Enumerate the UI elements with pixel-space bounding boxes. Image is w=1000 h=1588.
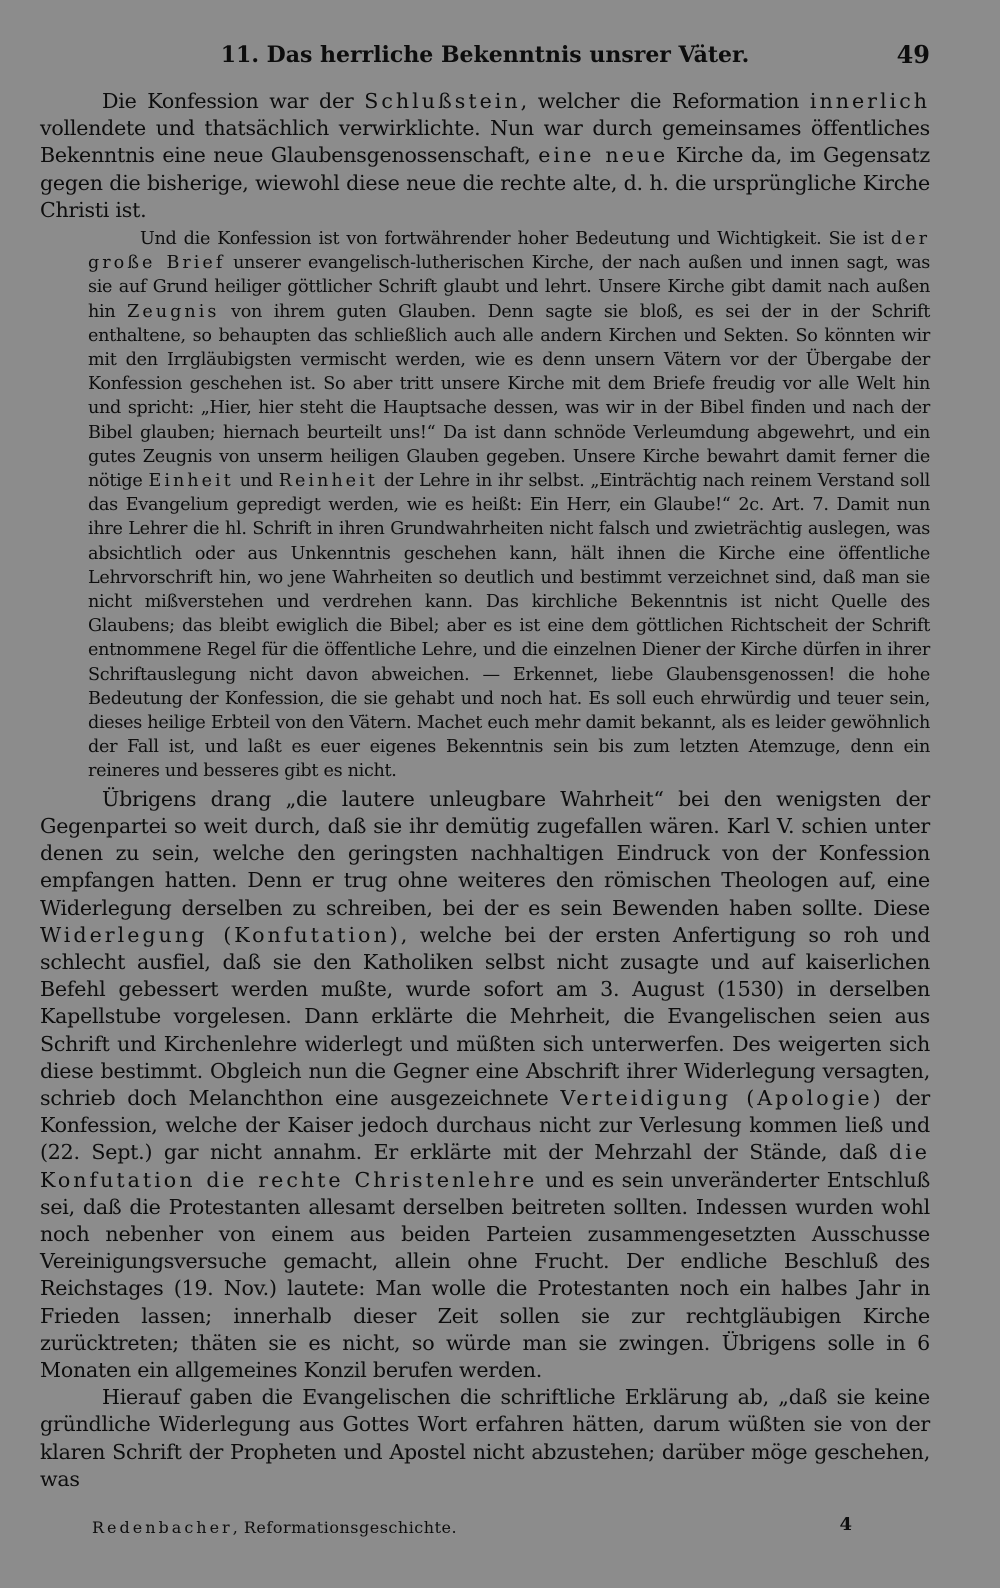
text-run: unserer evangelisch-lutherischen Kirche, der nach außen und innen sagt, was sie auf Grund heiliger göttlicher Schrift glaubt und lehrt. Unsere Kirche gibt damit nach außen hin	[88, 253, 930, 322]
paragraph-significance	[40, 227, 930, 784]
book-signature	[92, 1518, 457, 1537]
author-name: Redenbacher	[92, 1518, 233, 1537]
emphasis-text: Schlußstein	[364, 89, 521, 113]
page-number: 49	[896, 40, 930, 69]
text-run: vollendete und thatsächlich verwirklichte. Nun war durch gemeinsames öffentliches Bekenntnis eine neue Glaubensgenossenschaft,	[40, 116, 930, 168]
text-run: Die Konfession war der	[102, 89, 365, 113]
text-run: Kirche da, im Gegensatz gegen die bisherige, wiewohl diese neue die rechte alte, d. h. die ursprüngliche Kirche Christi ist.	[40, 143, 930, 222]
emphasis-text: eine neue	[538, 143, 669, 168]
text-run: Hierauf gaben die Evangelischen die schriftliche Erklärung ab, „daß sie keine gründliche Widerlegung aus Gottes Wort erfahren hätten, darum wüßten sie von der klaren Schrift der Propheten und Apostel nicht abzustehen; darüber möge geschehen, was	[40, 1385, 930, 1491]
emphasis-text: Verteidigung (Apologie)	[560, 1085, 884, 1110]
paragraph-confutation	[40, 786, 930, 1384]
text-run: Und die Konfession ist von fortwährender hoher Bedeutung und Wichtigkeit. Sie ist	[140, 229, 891, 250]
text-run: von ihrem guten Glauben. Denn sagte sie bloß, es sei der in der Schrift enthaltene, so behaupten das schließlich auch alle andern Kirchen und Sekten. So könnten wir mit den Irrgläubigsten vermischt werden, wie es denn unsern Vätern vor der Übergabe der Konfession geschehen ist. So aber tritt unsere Kirche mit dem Briefe freudig vor alle Welt hin und spricht: „Hier, hier steht die Hauptsache dessen, was wir in der Bibel finden und nach der Bibel glauben; hiernach beurteilt uns!“ Da ist dann schnöde Verleumdung abgewehrt, und ein gutes Zeugnis von unserm heiligen Glauben gegeben. Unsere Kirche bewahrt damit ferner die nötige	[88, 301, 931, 492]
main-text	[40, 88, 930, 1493]
text-run: und es sein unveränderter Entschluß sei, daß die Protestanten allesamt derselben beitreten sollten. Indessen wurden wohl noch nebenher von einem aus beiden Parteien zusammengesetzten Ausschusse Vereinigungsversuche gemacht, allein ohne Frucht. Der endliche Beschluß des Reichstages (19. Nov.) lautete: Man wolle die Protestanten noch ein halbes Jahr in Frieden lassen; innerhalb dieser Zeit sollen sie zur rechtgläubigen Kirche zurücktreten; thäten sie es nicht, so würde man sie zwingen. Übrigens solle in 6 Monaten ein allgemeines Konzil berufen werden.	[40, 1167, 930, 1382]
text-run: , welche bei der ersten Anfertigung so roh und schlecht ausfiel, daß sie den Katholiken selbst nicht zusagte und auf kaiserlichen Befehl gebessert werden mußte, wurde sofort am 3. August (1530) in derselben Kapellstube vorgelesen. Dann erklärte die Mehrheit, die Evangelischen seien aus Schrift und Kirchenlehre widerlegt und müßten sich unterwerfen. Des weigerten sich diese bestimmt. Obgleich nun die Gegner eine Abschrift ihrer Widerlegung versagten, schrieb doch Melanchthon eine ausgezeichnete	[40, 922, 930, 1110]
emphasis-text: der große Brief	[88, 229, 930, 274]
work-title: , Reformationsgeschichte.	[232, 1518, 458, 1537]
paragraph-confession-keystone	[40, 88, 930, 224]
emphasis-text: innerlich	[809, 89, 930, 113]
chapter-title: 11. Das herrliche Bekenntnis unsrer Väter.	[220, 42, 750, 68]
sheet-number: 4	[839, 1514, 852, 1535]
emphasis-text: Reinheit	[278, 471, 378, 492]
running-header	[40, 36, 930, 76]
page-footer	[92, 1512, 852, 1542]
text-run: Übrigens drang „die lautere unleugbare Wahrheit“ bei den wenigsten der Gegenpartei so weit durch, daß sie ihr demütig zugefallen wären. Karl V. schien unter denen zu sein, welche den geringsten nachhaltigen Eindruck von der Konfession empfangen hatten. Denn er trug ohne weiteres den römischen Theologen auf, eine Widerlegung derselben zu schreiben, bei der es sein Bewenden haben sollte. Diese	[40, 786, 930, 920]
emphasis-text: Zeugnis	[127, 301, 220, 322]
text-run: und	[233, 471, 279, 492]
emphasis-text: Widerlegung (Konfutation)	[40, 922, 401, 947]
text-run: der Konfession, welche der Kaiser jedoch durchaus nicht zur Verlesung kommen ließ und (22. Sept.) gar nicht annahm. Er erklärte mit der Mehrzahl der Stände, daß	[40, 1085, 930, 1165]
text-run: der Lehre in ihr selbst. „Einträchtig nach reinem Verstand soll das Evangelium gepredigt werden, wie es heißt: Ein Herr, ein Glaube!“ 2c. Art. 7. Damit nun ihre Lehrer die hl. Schrift in ihren Grundwahrheiten nicht falsch und zwieträchtig auslegen, was absichtlich oder aus Unkenntnis geschehen kann, hält ihnen die Kirche eine öffentliche Lehrvorschrift hin, wo jene Wahrheiten so deutlich und bestimmt verzeichnet sind, daß man sie nicht mißverstehen und verdrehen kann. Das kirchliche Bekenntnis ist nicht Quelle des Glaubens; das bleibt ewiglich die Bibel; aber es ist eine dem göttlichen Richtscheit der Schrift entnommene Regel für die öffentliche Lehre, und die einzelnen Diener der Kirche dürfen in ihrer Schriftauslegung nicht davon abweichen. — Erkennet, liebe Glaubensgenossen! die hohe Bedeutung der Konfession, die sie gehabt und noch hat. Es soll euch ehrwürdig und teuer sein, dieses heilige Erbteil von den Vätern. Machet euch mehr damit bekannt, als es leider gewöhnlich der Fall ist, und laßt es euer eigenes Bekenntnis sein bis zum letzten Atemzuge, denn ein reineres und besseres gibt es nicht.	[88, 471, 930, 782]
text-run: , welcher die Reformation	[520, 89, 810, 113]
emphasis-text: Einheit	[148, 471, 234, 492]
emphasis-text: die Konfutation die rechte Christenlehre	[40, 1140, 930, 1192]
paragraph-declaration	[40, 1384, 930, 1493]
